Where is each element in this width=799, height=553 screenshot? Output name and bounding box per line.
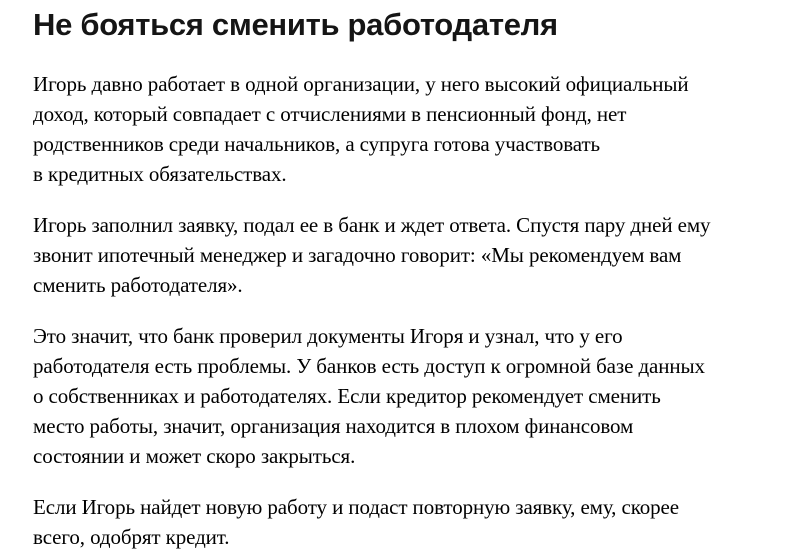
paragraph-line: родственников среди начальников, а супруга готова участвовать bbox=[33, 132, 601, 156]
paragraph-line: Если Игорь найдет новую работу и подаст повторную заявку, ему, скорее bbox=[33, 495, 679, 519]
paragraph-line: звонит ипотечный менеджер и загадочно говорит: «Мы рекомендуем вам bbox=[33, 243, 682, 267]
paragraph-line: место работы, значит, организация находится в плохом финансовом bbox=[33, 414, 634, 438]
paragraph-line: работодателя есть проблемы. У банков есть доступ к огромной базе данных bbox=[33, 354, 705, 378]
paragraph-line: доход, который совпадает с отчислениями в пенсионный фонд, нет bbox=[33, 102, 627, 126]
paragraph-line: о собственниках и работодателях. Если кредитор рекомендует сменить bbox=[33, 384, 661, 408]
paragraph-1 bbox=[33, 69, 769, 189]
paragraph-line: Игорь давно работает в одной организации, у него высокий официальный bbox=[33, 72, 689, 96]
article-title: Не бояться сменить работодателя bbox=[33, 7, 558, 42]
paragraph-4 bbox=[33, 492, 769, 552]
paragraph-line: состоянии и может скоро закрыться. bbox=[33, 444, 356, 468]
paragraph-line: сменить работодателя». bbox=[33, 273, 243, 297]
paragraph-3 bbox=[33, 321, 769, 471]
paragraph-line: в кредитных обязательствах. bbox=[33, 162, 287, 186]
paragraph-line: всего, одобрят кредит. bbox=[33, 525, 230, 549]
paragraph-line: Игорь заполнил заявку, подал ее в банк и ждет ответа. Спустя пару дней ему bbox=[33, 213, 711, 237]
paragraph-2 bbox=[33, 210, 769, 300]
paragraph-line: Это значит, что банк проверил документы Игоря и узнал, что у его bbox=[33, 324, 623, 348]
